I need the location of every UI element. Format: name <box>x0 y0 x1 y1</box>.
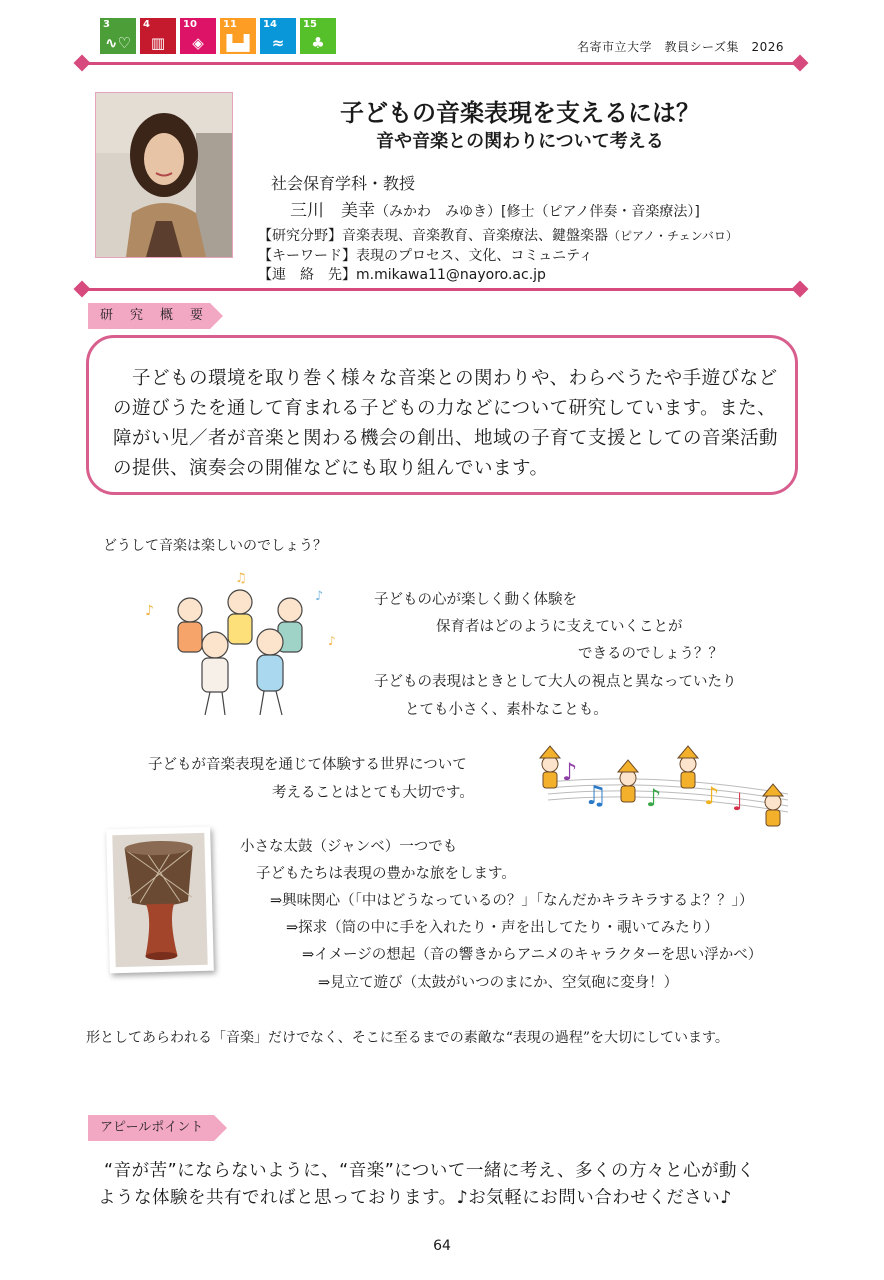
field-note: （ピアノ・チェンバロ） <box>608 229 738 243</box>
header-institution: 名寄市立大学 教員シーズ集 2026 <box>577 40 784 54</box>
summary-line: 子どもの環境を取り巻く様々な音楽との関わりや、わらべうたや手遊びなど <box>113 368 778 389</box>
svg-text:♩: ♩ <box>732 788 744 816</box>
svg-text:♪: ♪ <box>646 784 662 812</box>
block3-line: ⇒興味関心（「中はどうなっているの？」「なんだかキラキラするよ？？」） <box>270 893 754 909</box>
profile-name-row <box>290 196 700 221</box>
svg-text:♫: ♫ <box>235 571 247 586</box>
conclusion-text: 形としてあらわれる「音楽」だけでなく、そこに至るまでの素敵な“表現の過程”を大切にしています。 <box>86 1030 729 1046</box>
sdg-goal-14-icon: 14 ≈ <box>260 18 296 54</box>
block3-line: ⇒イメージの想起（音の響きからアニメのキャラクターを思い浮かべ） <box>302 947 763 963</box>
block3-line: ⇒見立て遊び（太鼓がいつのまにか、空気砲に変身！） <box>318 975 679 991</box>
profile-contact-row <box>258 264 546 284</box>
profile-name: 三川 美幸 <box>290 201 375 221</box>
divider-diamond-left <box>74 55 91 72</box>
divider-diamond-left-2 <box>74 281 91 298</box>
music-notes-illustration <box>528 742 796 834</box>
sdg-goal-4-icon: 4 ▥ <box>140 18 176 54</box>
summary-line: 障がい児／者が音楽と関わる機会の創出、地域の子育て支援としての音楽活動 <box>113 428 779 449</box>
sdg-goal-10-icon: 10 ◈ <box>180 18 216 54</box>
question-text: どうして音楽は楽しいのでしょう？ <box>103 538 327 554</box>
profile-keyword-row <box>258 245 593 265</box>
field-label: 【研究分野】 <box>258 228 342 244</box>
field-value: 音楽表現、音楽教育、音楽療法、鍵盤楽器 <box>342 228 608 244</box>
svg-text:♫: ♫ <box>584 781 608 811</box>
profile-department: 社会保育学科・教授 <box>271 174 416 193</box>
svg-text:♪: ♪ <box>704 782 720 810</box>
appeal-tag: アピールポイント <box>88 1115 214 1141</box>
top-divider <box>82 62 800 65</box>
divider-diamond-right <box>792 55 809 72</box>
block1-line: とても小さく、素朴なことも。 <box>405 702 608 718</box>
profile-degree: [修士（ピアノ伴奏・音楽療法）] <box>501 204 700 220</box>
page-number: 64 <box>433 1238 451 1254</box>
contact-label: 【連 絡 先】 <box>258 267 356 283</box>
keyword-value: 表現のプロセス、文化、コミュニティ <box>356 248 594 264</box>
profile-field-row <box>258 225 738 245</box>
page-title: 子どもの音楽表現を支えるには？ <box>340 99 700 127</box>
svg-text:♪: ♪ <box>315 589 324 604</box>
djembe-drum-photo <box>106 827 214 974</box>
summary-line: の遊びうたを通して育まれる子どもの力などについて研究しています。また、 <box>113 398 777 419</box>
research-summary-box <box>86 335 798 495</box>
block3-line: 小さな太鼓（ジャンベ）一つでも <box>240 839 458 855</box>
svg-text:♪: ♪ <box>328 634 336 648</box>
keyword-label: 【キーワード】 <box>258 248 356 264</box>
sdg-goal-11-icon: 11 ▙▟ <box>220 18 256 54</box>
divider-diamond-right-2 <box>792 281 809 298</box>
summary-tag: 研 究 概 要 <box>88 303 210 329</box>
block1-line: 子どもの表現はときとして大人の視点と異なっていたり <box>374 674 737 690</box>
svg-text:♪: ♪ <box>145 603 154 619</box>
svg-text:♪: ♪ <box>562 758 578 786</box>
children-illustration <box>140 570 340 720</box>
block2-line: 考えることはとても大切です。 <box>272 785 474 801</box>
page-subtitle: 音や音楽との関わりについて考える <box>376 131 664 152</box>
block1-line: 子どもの心が楽しく動く体験を <box>374 592 577 608</box>
sdg-goal-15-icon: 15 ♣ <box>300 18 336 54</box>
profile-reading: （みかわ みゆき） <box>375 204 501 220</box>
block3-line: ⇒探求（筒の中に手を入れたり・声を出してたり・覗いてみたり） <box>286 920 719 936</box>
appeal-line: ような体験を共有でればと思っております。♪お気軽にお問い合わせください♪ <box>98 1188 732 1208</box>
block2-line: 子どもが音楽表現を通じて体験する世界について <box>148 757 467 773</box>
sdg-goal-3-icon: 3 ∿♡ <box>100 18 136 54</box>
block3-line: 子どもたちは表現の豊かな旅をします。 <box>256 866 516 882</box>
block1-line: できるのでしょう？？ <box>578 646 723 662</box>
contact-email[interactable]: m.mikawa11@nayoro.ac.jp <box>356 267 546 283</box>
summary-line: の提供、演奏会の開催などにも取り組んでいます。 <box>113 458 549 479</box>
profile-divider <box>82 288 800 291</box>
block1-line: 保育者はどのように支えていくことが <box>436 619 683 635</box>
appeal-line: “音が苦”にならないように、“音楽”について一緒に考え、多くの方々と心が動く <box>104 1161 755 1181</box>
profile-photo <box>95 92 233 258</box>
